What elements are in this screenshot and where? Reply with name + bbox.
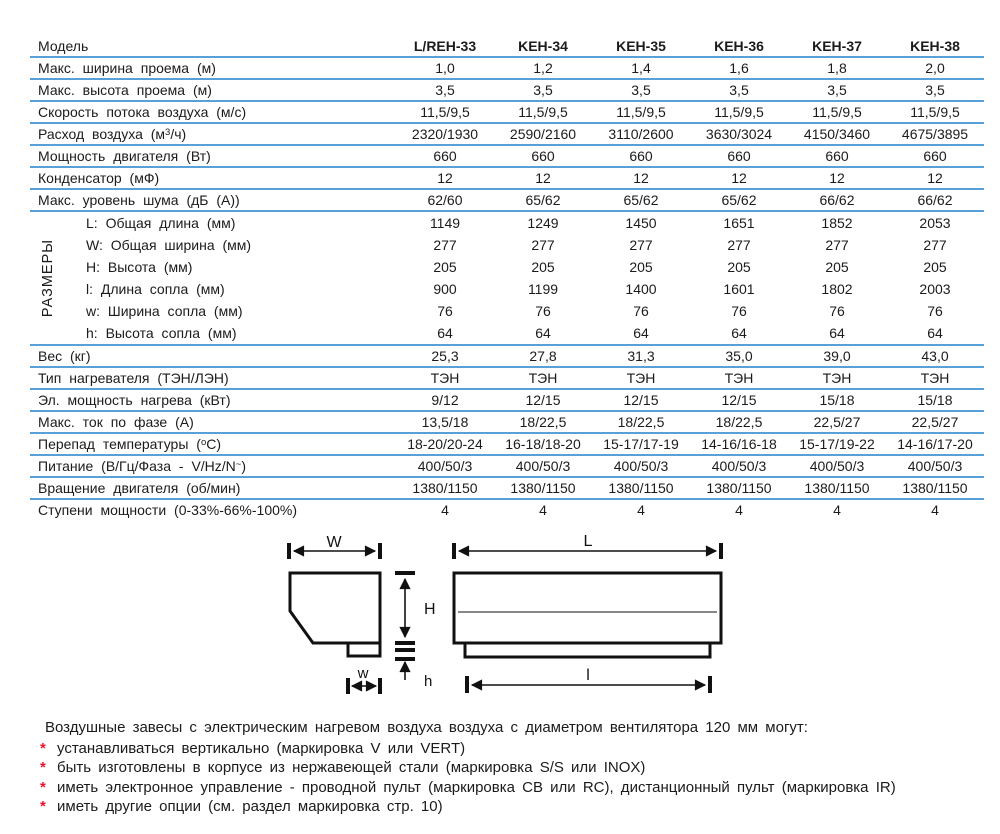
value-cell: 1651 xyxy=(723,215,755,231)
value-cell: 65/62 xyxy=(721,192,757,208)
footer-notes xyxy=(40,718,970,817)
value-cell: ТЭН xyxy=(920,370,950,386)
value-cell: 3,5 xyxy=(533,82,553,98)
row-label: h: Высота сопла (мм) xyxy=(86,325,237,341)
value-cell: 1380/1150 xyxy=(804,480,870,496)
value-cell: 11,5/9,5 xyxy=(518,104,568,120)
value-cell: 27,8 xyxy=(529,348,557,364)
dim-label-L: L xyxy=(583,533,593,550)
value-cell: 14-16/16-18 xyxy=(701,436,777,452)
value-cell: 2053 xyxy=(919,215,951,231)
row-label: Тип нагревателя (ТЭН/ЛЭН) xyxy=(38,370,229,386)
value-cell: 15/18 xyxy=(917,392,953,408)
dimensions-block xyxy=(30,212,984,346)
dim-label-W: W xyxy=(326,534,342,551)
value-cell: 1852 xyxy=(821,215,853,231)
value-cell: 2590/2160 xyxy=(509,126,577,142)
table-row xyxy=(30,190,984,212)
value-cell: 3,5 xyxy=(435,82,455,98)
value-cell: 43,0 xyxy=(921,348,949,364)
value-cell: ТЭН xyxy=(430,370,460,386)
table-row xyxy=(30,124,984,146)
value-cell: 205 xyxy=(433,259,457,275)
table-row xyxy=(30,278,984,300)
value-cell: 76 xyxy=(633,303,649,319)
value-cell: 1400 xyxy=(625,281,657,297)
table-row xyxy=(30,300,984,322)
value-cell: 1380/1150 xyxy=(412,480,478,496)
front-view-drawing xyxy=(454,533,721,693)
header-model-name: KEH-34 xyxy=(518,38,568,54)
value-cell: 11,5/9,5 xyxy=(714,104,764,120)
bullet-text: устанавливаться вертикально (маркировка V или VERT) xyxy=(57,739,466,757)
side-view-nozzle xyxy=(348,644,380,656)
value-cell: 2003 xyxy=(919,281,951,297)
value-cell: 660 xyxy=(923,148,947,164)
row-label: w: Ширина сопла (мм) xyxy=(86,303,243,319)
row-label: Эл. мощность нагрева (кВт) xyxy=(38,392,231,408)
value-cell: 2,0 xyxy=(925,60,945,76)
row-label: W: Общая ширина (мм) xyxy=(86,237,252,253)
value-cell: 277 xyxy=(433,237,457,253)
value-cell: ТЭН xyxy=(724,370,754,386)
table-row xyxy=(30,478,984,500)
value-cell: 64 xyxy=(633,325,649,341)
table-row xyxy=(30,368,984,390)
value-cell: 15-17/17-19 xyxy=(603,436,679,452)
value-cell: 12/15 xyxy=(525,392,561,408)
value-cell: 1,4 xyxy=(631,60,651,76)
value-cell: 1249 xyxy=(527,215,559,231)
value-cell: 62/60 xyxy=(427,192,463,208)
value-cell: 15/18 xyxy=(819,392,855,408)
value-cell: 22,5/27 xyxy=(813,414,861,430)
row-label: L: Общая длина (мм) xyxy=(86,215,236,231)
value-cell: 76 xyxy=(437,303,453,319)
row-label: Расход воздуха $(м^3/ч)$ xyxy=(38,126,187,142)
row-label: Ступени мощности (0-33%-66%-100%) xyxy=(38,502,298,518)
value-cell: 400/50/3 xyxy=(809,458,865,474)
value-cell: 64 xyxy=(535,325,551,341)
header-model-name: KEH-38 xyxy=(910,38,960,54)
bullet-asterisk: * xyxy=(40,739,46,757)
footer-bullet xyxy=(40,778,970,798)
value-cell: 76 xyxy=(535,303,551,319)
value-cell: 35,0 xyxy=(725,348,753,364)
value-cell: 65/62 xyxy=(525,192,561,208)
footer-bullet xyxy=(40,758,970,778)
value-cell: 66/62 xyxy=(819,192,855,208)
value-cell: 400/50/3 xyxy=(417,458,473,474)
header-model-name: L/REH-33 xyxy=(413,38,477,54)
row-label: Мощность двигателя (Вт) xyxy=(38,148,211,164)
header-model-name: KEH-37 xyxy=(812,38,862,54)
value-cell: 65/62 xyxy=(623,192,659,208)
value-cell: 1,2 xyxy=(533,60,553,76)
value-cell: ТЭН xyxy=(528,370,558,386)
value-cell: 18/22,5 xyxy=(715,414,763,430)
table-row xyxy=(30,168,984,190)
footer-bullet-list xyxy=(40,739,970,817)
table-row xyxy=(30,234,984,256)
row-label: Скорость потока воздуха (м/с) xyxy=(38,104,247,120)
value-cell: 400/50/3 xyxy=(907,458,963,474)
value-cell: 12 xyxy=(829,170,845,186)
value-cell: 4 xyxy=(735,502,743,518)
value-cell: 277 xyxy=(727,237,751,253)
value-cell: 1380/1150 xyxy=(510,480,576,496)
value-cell: 4675/3895 xyxy=(901,126,969,142)
value-cell: ТЭН xyxy=(626,370,656,386)
spec-table xyxy=(30,36,984,520)
value-cell: 400/50/3 xyxy=(515,458,571,474)
value-cell: 1199 xyxy=(527,281,559,297)
value-cell: 16-18/18-20 xyxy=(505,436,581,452)
value-cell: 2320/1930 xyxy=(411,126,479,142)
value-cell: 1380/1150 xyxy=(608,480,674,496)
value-cell: 1,0 xyxy=(435,60,455,76)
value-cell: 4 xyxy=(637,502,645,518)
footer-bullet xyxy=(40,797,970,817)
value-cell: 277 xyxy=(531,237,555,253)
value-cell: 400/50/3 xyxy=(711,458,767,474)
value-cell: 12/15 xyxy=(623,392,659,408)
value-cell: 660 xyxy=(433,148,457,164)
value-cell: 277 xyxy=(923,237,947,253)
value-cell: 15-17/19-22 xyxy=(799,436,875,452)
header-model-name: KEH-36 xyxy=(714,38,764,54)
value-cell: 13,5/18 xyxy=(421,414,469,430)
value-cell: 12 xyxy=(535,170,551,186)
row-label: H: Высота (мм) xyxy=(86,259,193,275)
value-cell: 3110/2600 xyxy=(608,126,674,142)
value-cell: 64 xyxy=(437,325,453,341)
bullet-text: быть изготовлены в корпусе из нержавеющей стали (маркировка S/S или INOX) xyxy=(57,759,646,776)
side-view-drawing xyxy=(289,534,436,694)
value-cell: 3,5 xyxy=(729,82,749,98)
value-cell: 660 xyxy=(629,148,653,164)
table-row xyxy=(30,346,984,368)
value-cell: 205 xyxy=(825,259,849,275)
value-cell: 64 xyxy=(927,325,943,341)
value-cell: ТЭН xyxy=(822,370,852,386)
dimension-diagram xyxy=(0,528,1000,708)
value-cell: 205 xyxy=(727,259,751,275)
dim-label-H: H xyxy=(424,601,436,618)
row-label: Вес (кг) xyxy=(38,348,91,364)
table-rows-dimensions xyxy=(30,212,984,344)
value-cell: 12 xyxy=(437,170,453,186)
value-cell: 400/50/3 xyxy=(613,458,669,474)
value-cell: 1380/1150 xyxy=(902,480,968,496)
table-row xyxy=(30,390,984,412)
value-cell: 205 xyxy=(629,259,653,275)
value-cell: 3,5 xyxy=(925,82,945,98)
value-cell: 660 xyxy=(531,148,555,164)
table-row xyxy=(30,412,984,434)
table-row xyxy=(30,500,984,520)
value-cell: 1149 xyxy=(429,215,461,231)
dimensions-side-label: РАЗМЕРЫ xyxy=(40,238,56,318)
row-label: Макс. ширина проема (м) xyxy=(38,60,216,76)
value-cell: 64 xyxy=(829,325,845,341)
value-cell: 12 xyxy=(731,170,747,186)
value-cell: 9/12 xyxy=(431,392,459,408)
value-cell: 1,8 xyxy=(827,60,847,76)
bullet-text: иметь другие опции (см. раздел маркировка стр. 10) xyxy=(57,798,443,815)
value-cell: 18/22,5 xyxy=(617,414,665,430)
value-cell: 11,5/9,5 xyxy=(420,104,470,120)
value-cell: 4150/3460 xyxy=(803,126,871,142)
row-label: Питание (В/Гц/Фаза - V/Hz/N~) xyxy=(38,458,247,474)
dim-label-l: l xyxy=(586,667,590,684)
value-cell: 11,5/9,5 xyxy=(616,104,666,120)
value-cell: 11,5/9,5 xyxy=(812,104,862,120)
row-label: Макс. уровень шума (дБ (А)) xyxy=(38,192,240,208)
footer-bullet xyxy=(40,739,970,759)
bullet-asterisk: * xyxy=(40,778,46,796)
front-view-outline xyxy=(454,573,721,643)
value-cell: 4 xyxy=(931,502,939,518)
table-row xyxy=(30,58,984,80)
value-cell: 12/15 xyxy=(721,392,757,408)
value-cell: 1450 xyxy=(625,215,657,231)
table-row xyxy=(30,456,984,478)
row-label: Вращение двигателя (об/мин) xyxy=(38,480,241,496)
value-cell: 76 xyxy=(731,303,747,319)
table-header-row xyxy=(30,36,984,58)
bullet-asterisk: * xyxy=(40,759,46,776)
value-cell: 22,5/27 xyxy=(911,414,959,430)
value-cell: 14-16/17-20 xyxy=(897,436,973,452)
table-rows-bottom xyxy=(30,346,984,520)
value-cell: 277 xyxy=(825,237,849,253)
value-cell: 76 xyxy=(927,303,943,319)
front-view-nozzle xyxy=(465,644,710,657)
value-cell: 18-20/20-24 xyxy=(407,436,483,452)
row-label: Макс. высота проема (м) xyxy=(38,82,212,98)
table-rows-top xyxy=(30,58,984,212)
table-row xyxy=(30,80,984,102)
row-label: Конденсатор (мФ) xyxy=(38,170,160,186)
table-row xyxy=(30,146,984,168)
value-cell: 4 xyxy=(441,502,449,518)
bullet-asterisk: * xyxy=(40,798,46,815)
value-cell: 277 xyxy=(629,237,653,253)
table-row xyxy=(30,256,984,278)
value-cell: 76 xyxy=(829,303,845,319)
value-cell: 3,5 xyxy=(631,82,651,98)
value-cell: 25,3 xyxy=(431,348,459,364)
value-cell: 64 xyxy=(731,325,747,341)
side-view-outline xyxy=(290,573,380,643)
value-cell: 205 xyxy=(923,259,947,275)
header-model-name: KEH-35 xyxy=(616,38,666,54)
bullet-text: иметь электронное управление - проводной пульт (маркировка CB или RC), дистанционный пульт (маркировка IR) xyxy=(57,778,896,796)
value-cell: 66/62 xyxy=(917,192,953,208)
value-cell: 1601 xyxy=(723,281,755,297)
value-cell: 3630/3024 xyxy=(705,126,773,142)
value-cell: 1802 xyxy=(821,281,853,297)
value-cell: 205 xyxy=(531,259,555,275)
value-cell: 660 xyxy=(727,148,751,164)
value-cell: 1,6 xyxy=(729,60,749,76)
value-cell: 660 xyxy=(825,148,849,164)
value-cell: 39,0 xyxy=(823,348,851,364)
table-row xyxy=(30,102,984,124)
value-cell: 1380/1150 xyxy=(706,480,772,496)
row-label: Перепад температуры ($^о$С) xyxy=(38,436,222,452)
table-row xyxy=(30,212,984,234)
value-cell: 900 xyxy=(433,281,457,297)
value-cell: 4 xyxy=(539,502,547,518)
value-cell: 12 xyxy=(633,170,649,186)
row-label: l: Длина сопла (мм) xyxy=(86,281,225,297)
table-row xyxy=(30,322,984,344)
footer-intro: Воздушные завесы с электрическим нагревом воздуха воздуха с диаметром вентилятора 120 мм могут: xyxy=(45,719,808,736)
dim-label-h: h xyxy=(424,673,433,690)
value-cell: 18/22,5 xyxy=(519,414,567,430)
row-label: Макс. ток по фазе (А) xyxy=(38,414,194,430)
header-model-label: Модель xyxy=(38,38,89,54)
table-row xyxy=(30,434,984,456)
dim-label-w: w xyxy=(357,665,369,682)
value-cell: 3,5 xyxy=(827,82,847,98)
value-cell: 11,5/9,5 xyxy=(910,104,960,120)
value-cell: 12 xyxy=(927,170,943,186)
value-cell: 4 xyxy=(833,502,841,518)
value-cell: 31,3 xyxy=(627,348,655,364)
